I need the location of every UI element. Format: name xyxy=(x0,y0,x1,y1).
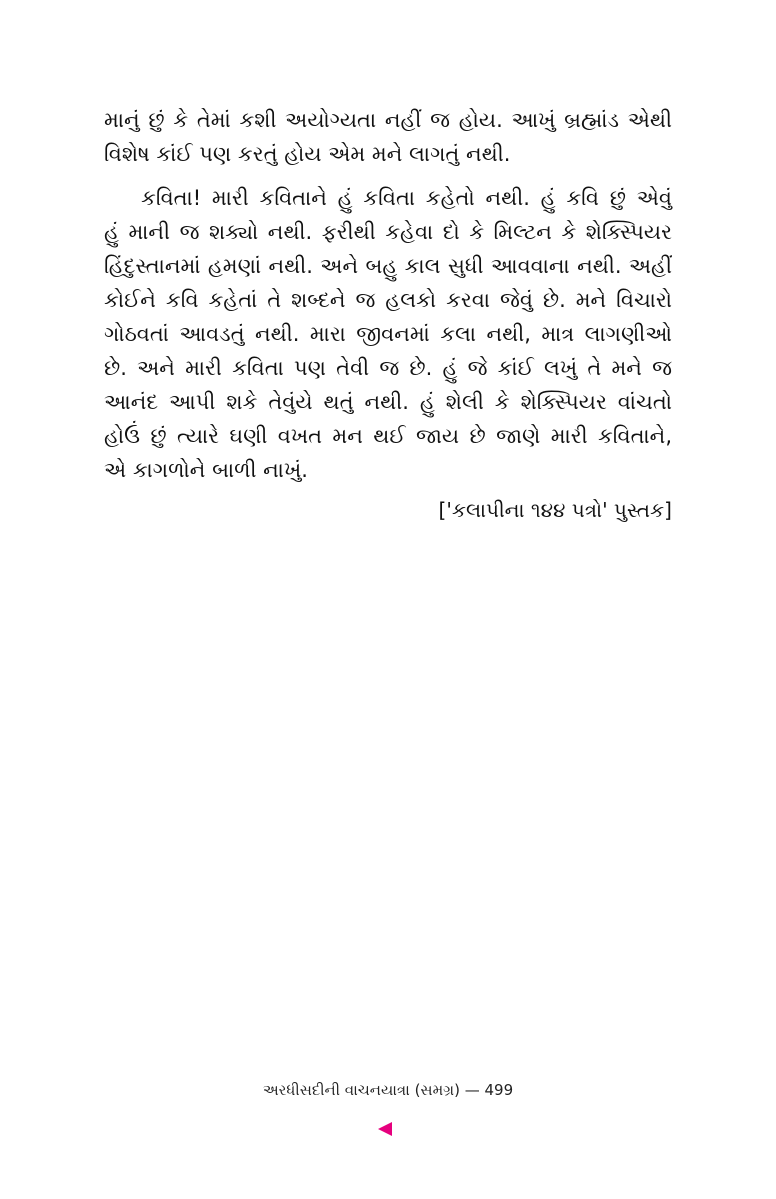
paragraph-1 xyxy=(104,103,672,171)
left-triangle-icon[interactable] xyxy=(378,1122,392,1136)
text-line: કોઈને કવિ કહેતાં તે શબ્દને જ હલકો કરવા જેવું છે. મને વિચારો xyxy=(104,288,672,312)
text-line: હોઉં છું ત્યારે ઘણી વખત મન થઈ જાય છે જાણે મારી કવિતાને, xyxy=(104,424,672,448)
body-text xyxy=(104,103,672,527)
text-line: કવિતા! મારી કવિતાને હું કવિતા કહેતો નથી. હું કવિ છું એવું xyxy=(141,186,672,210)
paragraph-2 xyxy=(104,181,672,487)
text-line: વિશેષ કાંઈ પણ કરતું હોય એમ મને લાગતું નથી. xyxy=(104,142,511,166)
text-line: માનું છું કે તેમાં કશી અયોગ્યતા નહીં જ હોય. આખું બ્રહ્માંડ એથી xyxy=(104,108,672,132)
text-line: હિંદુસ્તાનમાં હમણાં નથી. અને બહુ કાલ સુધી આવવાના નથી. અહીં xyxy=(104,254,672,278)
text-line: આનંદ આપી શકે તેવુંયે થતું નથી. હું શેલી કે શેક્સ્પિયર વાંચતો xyxy=(104,390,672,414)
text-line: હું માની જ શક્યો નથી. ફરીથી કહેવા દો કે મિલ્ટન કે શેક્સ્પિયર xyxy=(104,220,672,244)
text-line: ગોઠવતાં આવડતું નથી. મારા જીવનમાં કલા નથી, માત્ર લાગણીઓ xyxy=(104,322,672,346)
source-citation: ['કલાપીના ૧૪૪ પત્રો' પુસ્તક] xyxy=(438,498,672,522)
page-footer: અરધીસદીની વાચનયાત્રા (સમગ્ર) — 499 xyxy=(262,1081,514,1099)
text-line: છે. અને મારી કવિતા પણ તેવી જ છે. હું જે કાંઈ લખું તે મને જ xyxy=(104,356,672,380)
text-line: એ કાગળોને બાળી નાખું. xyxy=(104,458,308,482)
